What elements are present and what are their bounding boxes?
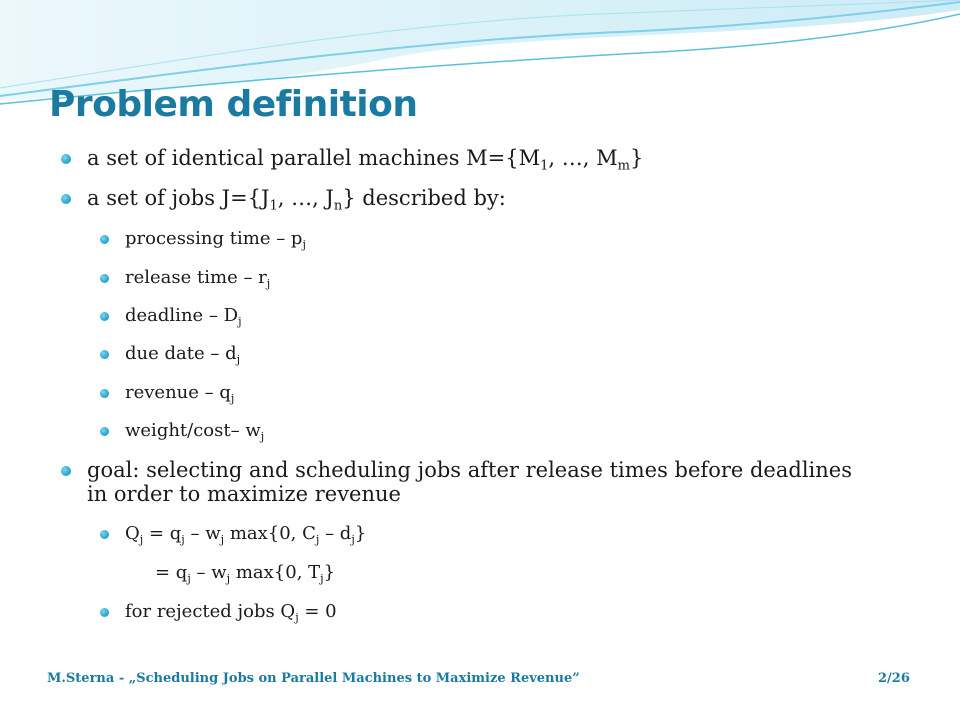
slide-title: Problem definition: [49, 84, 418, 125]
bullet-processing-time: processing time – $p_j$: [125, 228, 306, 249]
bullet-jobs: a set of jobs $J=\{J_1$, …, $J_n$} described by:: [87, 186, 506, 210]
bullet-rejected-jobs: for rejected jobs $Q_j = 0$: [125, 601, 337, 622]
bullet-goal: goal: selecting and scheduling jobs after release times before deadlines: [87, 458, 852, 482]
bullet-icon: [100, 350, 109, 359]
bullet-icon: [100, 274, 109, 283]
bullet-deadline: deadline – $D_j$: [125, 305, 242, 326]
bullet-icon: [100, 312, 109, 321]
bullet-icon: [100, 235, 109, 244]
bullet-icon: [100, 389, 109, 398]
bullet-icon: [100, 427, 109, 436]
bullet-weight-cost: weight/cost– $w_j$: [125, 420, 264, 441]
bullet-icon: [100, 608, 109, 617]
formula-Tj-line: = $q_j - w_j$ max{0, $T_j$}: [155, 562, 336, 585]
bullet-due-date: due date – $d_j$: [125, 343, 240, 364]
bullet-release-time: release time – $r_j$: [125, 267, 270, 288]
bullet-goal-continued: in order to maximize revenue: [87, 482, 401, 506]
slide-number: 2/26: [878, 671, 910, 686]
bullet-icon: [61, 466, 71, 476]
bullet-machines: a set of identical parallel machines $M=\{M_1$, …, $M_m$}: [87, 146, 643, 170]
bullet-icon: [100, 530, 109, 539]
bullet-formula-Qj: $Q_j = q_j - w_j$ max{0, $C_j - d_j$}: [125, 523, 366, 544]
bullet-icon: [61, 154, 71, 164]
footer-citation: M.Sterna - „Scheduling Jobs on Parallel Machines to Maximize Revenue”: [47, 671, 580, 686]
bullet-revenue: revenue – $q_j$: [125, 382, 234, 403]
bullet-icon: [61, 194, 71, 204]
